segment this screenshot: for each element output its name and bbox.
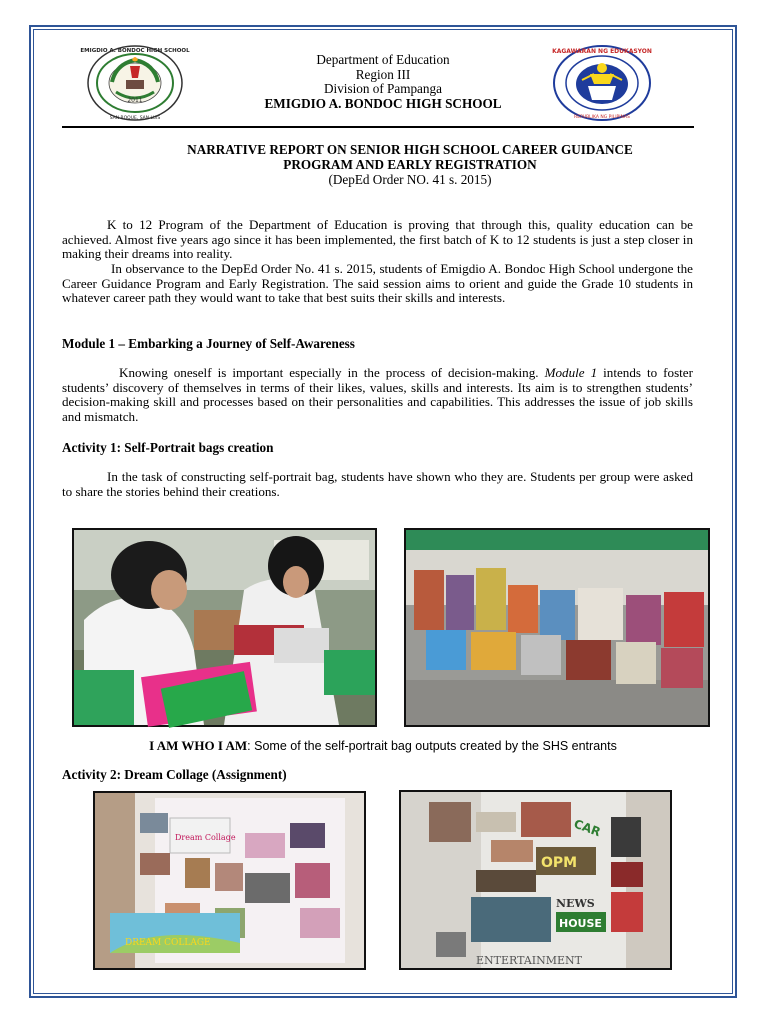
title-order: (DepEd Order NO. 41 s. 2015) (328, 172, 492, 187)
seal-year: 2011 (127, 97, 143, 104)
module-1-emphasis: Module 1 (544, 365, 598, 380)
intro-paragraph-2: In observance to the DepEd Order No. 41 s. 2015, students of Emigdio A. Bondoc High School undergone the Career Guidance Program and Early Registration. The said session aims to orient and guide the Grade 10 students in whatever career path they would want to take that best suits their skills and interests. (62, 261, 693, 306)
photo-caption (62, 738, 704, 754)
deped-seal-text: KAGAWARAN NG EDUKASYON (552, 48, 652, 55)
header-division: Division of Pampanga (324, 81, 442, 96)
school-seal-logo (80, 44, 190, 122)
letterhead (230, 53, 536, 111)
header-department: Department of Education (316, 52, 450, 67)
deped-seal-bottom: REPUBLIKA NG PILIPINAS (574, 115, 630, 120)
header-divider (62, 126, 694, 128)
activity-1-paragraph: In the task of constructing self-portrait bag, students have shown who they are. Students per group were asked to share the stories behind their creations. (62, 469, 693, 499)
title-line-2: PROGRAM AND EARLY REGISTRATION (283, 157, 537, 172)
module-1-text-b: intends to foster students’ discovery of themselves in terms of their likes, values, skills and interests. Its aim is to strengthen students’ decision-making skill and processes based on their personalities and capabilities. This addresses the issue of job skills and mismatch. (62, 365, 693, 424)
collage-2-word-news: NEWS (556, 897, 595, 910)
module-1-heading: Module 1 – Embarking a Journey of Self-Awareness (62, 336, 355, 351)
seal-location: SAN ROQUE, SAN LUIS (109, 116, 161, 121)
header-region: Region III (355, 66, 411, 82)
title-line-1: NARRATIVE REPORT ON SENIOR HIGH SCHOOL CAREER GUIDANCE (187, 142, 633, 157)
caption-bold: I AM WHO I AM (149, 738, 248, 753)
photo-students-working (72, 528, 377, 727)
collage-2-word-house: HOUSE (559, 917, 602, 930)
module-1-paragraph (62, 366, 693, 424)
activity-1-heading: Activity 1: Self-Portrait bags creation (62, 440, 274, 455)
photo-dream-collage-1 (93, 791, 366, 970)
report-title (120, 142, 700, 187)
collage-1-bottom-text: DREAM COLLAGE (125, 938, 211, 948)
photo-dream-collage-2 (399, 790, 672, 970)
collage-2-word-entertainment: ENTERTAINMENT (476, 954, 583, 967)
header-school-name: EMIGDIO A. BONDOC HIGH SCHOOL (264, 95, 502, 111)
caption-text: : Some of the self-portrait bag outputs created by the SHS entrants (247, 739, 617, 753)
photo-bag-outputs (404, 528, 710, 727)
collage-1-title: Dream Collage (175, 833, 236, 842)
seal-school-name: EMIGDIO A. BONDOC HIGH SCHOOL (80, 48, 190, 54)
deped-seal-logo (552, 44, 652, 122)
collage-2-word-opm: OPM (541, 855, 578, 871)
module-1-text-a: Knowing oneself is important especially in the process of decision-making. (119, 365, 545, 380)
intro-paragraph-1: K to 12 Program of the Department of Education is proving that through this, quality education can be achieved. Almost five years ago since it has been implemented, the first batch of K to 12 students is just a step closer in making their dreams into reality. (62, 217, 693, 262)
activity-2-heading: Activity 2: Dream Collage (Assignment) (62, 767, 287, 782)
collage-2-word-car: CAR (571, 816, 603, 840)
